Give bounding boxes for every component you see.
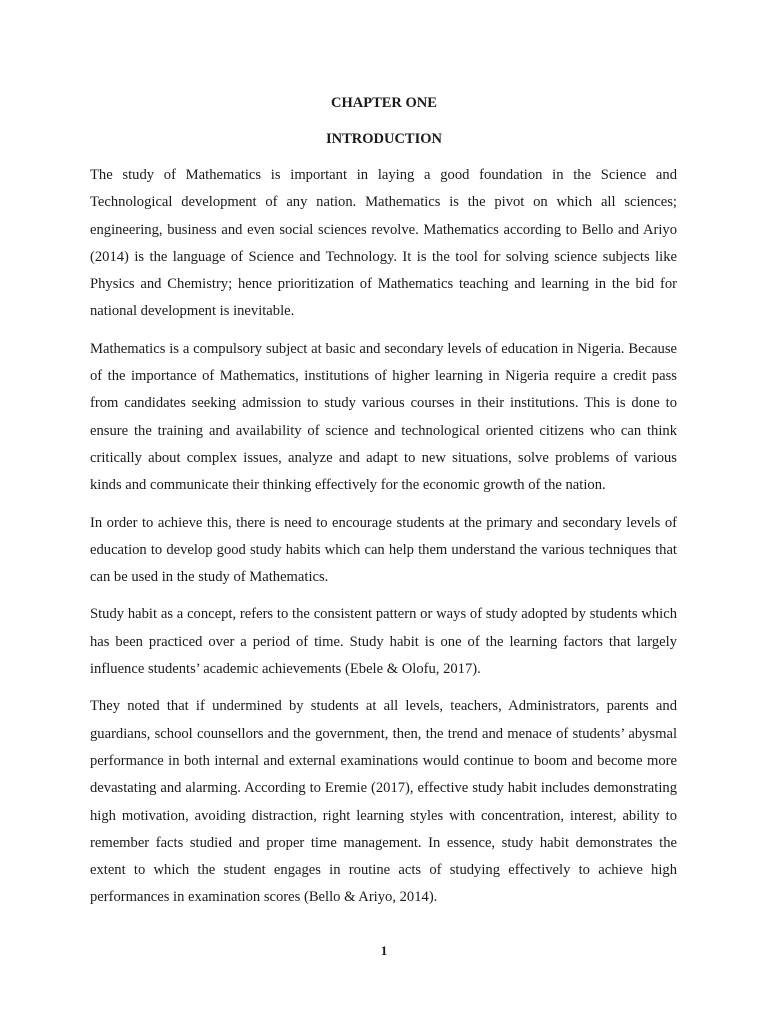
section-heading: INTRODUCTION	[325, 131, 442, 147]
paragraph-4: Study habit as a concept, refers to the consistent pattern or ways of study adopted by students which has been practiced over a period of time. Study habit is one of the learning factors that largely influence students’ academic achievements (Ebele & Olofu, 2017).	[90, 606, 677, 678]
paragraph-3: In order to achieve this, there is need to encourage students at the primary and secondary levels of education to develop good study habits which can help them understand the various techniques that can be used in the study of Mathematics.	[90, 514, 677, 586]
page-number: 1	[380, 943, 388, 958]
body-text	[90, 162, 677, 922]
paragraph-1: The study of Mathematics is important in laying a good foundation in the Science and Technological development of any nation. Mathematics is the pivot on which all sciences; engineering, business and even social sciences revolve. Mathematics according to Bello and Ariyo (2014) is the language of Science and Technology. It is the tool for solving science subjects like Physics and Chemistry; hence prioritization of Mathematics teaching and learning in the bid for national development is inevitable.	[90, 167, 677, 320]
chapter-heading: CHAPTER ONE	[331, 95, 437, 111]
paragraph-5: They noted that if undermined by students at all levels, teachers, Administrators, parents and guardians, school counsellors and the government, then, the trend and menace of students’ abysmal performance in both internal and external examinations would continue to boom and become more devastating and alarming. According to Eremie (2017), effective study habit includes demonstrating high motivation, avoiding distraction, right learning styles with concentration, interest, ability to remember facts studied and proper time management. In essence, study habit demonstrates the extent to which the student engages in routine acts of studying effectively to achieve high performances in examination scores (Bello & Ariyo, 2014).	[90, 698, 677, 906]
paragraph-2: Mathematics is a compulsory subject at basic and secondary levels of education in Nigeria. Because of the importance of Mathematics, institutions of higher learning in Nigeria require a credit pass from candidates seeking admission to study various courses in their institutions. This is done to ensure the training and availability of science and technological oriented citizens who can think critically about complex issues, analyze and adapt to new situations, solve problems of various kinds and communicate their thinking effectively for the economic growth of the nation.	[90, 340, 677, 494]
